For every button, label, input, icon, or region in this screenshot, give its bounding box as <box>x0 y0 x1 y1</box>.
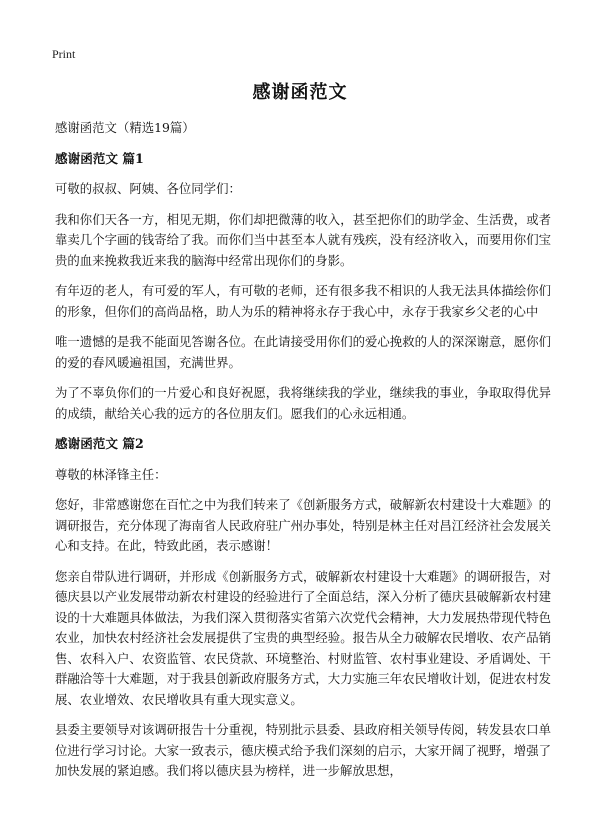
section-heading: 感谢函范文 篇1 <box>55 150 144 166</box>
print-label: Print <box>52 47 76 61</box>
salutation: 尊敬的林泽锋主任： <box>55 466 167 482</box>
document-subtitle: 感谢函范文（精选19篇） <box>55 120 195 135</box>
document-body <box>55 118 551 792</box>
paragraph: 您亲自带队进行调研，并形成《创新服务方式，破解新农村建设十大难题》的调研报告，对德庆县以产业发展带动新农村建设的经验进行了全面总结，深入分析了德庆县破解新农村建设的十大难题具体做法，为我们深入贯彻落实省第六次党代会精神，大力发展热带现代特色农业，加快农村经济社会发展提供了宝贵的典型经验。报告从全力破解农民增收、农产品销售、农科入户、农资监管、农民贷款、环境整治、村财监管、农村事业建设、矛盾调处、干群融洽等十大难题，对于我县创新政府服务方式，大力实施三年农民增收计划，促进农村发展、农业增效、农民增收具有重大现实意义。 <box>55 568 551 707</box>
section-2 <box>55 434 551 782</box>
document-title: 感谢函范文 <box>252 82 348 103</box>
paragraph: 为了不辜负你们的一片爱心和良好祝愿，我将继续我的学业，继续我的事业，争取取得优异的成绩，献给关心我的远方的各位朋友们。愿我们的心永远相通。 <box>55 385 551 421</box>
paragraph: 我和你们天各一方，相见无期，你们却把微薄的收入，甚至把你们的助学金、生活费，或者靠卖几个字画的钱寄给了我。而你们当中甚至本人就有残疾，没有经济收入，而要用你们宝贵的血来挽救我近来我的脑海中经常出现你们的身影。 <box>55 211 551 268</box>
paragraph: 您好，非常感谢您在百忙之中为我们转来了《创新服务方式，破解新农村建设十大难题》的调研报告，充分体现了海南省人民政府驻广州办事处，特别是林主任对昌江经济社会发展关心和支持。在此，特致此函，表示感谢！ <box>55 497 551 553</box>
section-heading: 感谢函范文 篇2 <box>55 436 144 451</box>
paragraph: 县委主要领导对该调研报告十分重视，特别批示县委、县政府相关领导传阅，转发县农口单位进行学习讨论。大家一致表示，德庆模式给予我们深刻的启示，大家开阔了视野，增强了加快发展的紧迫感。我们将以德庆县为榜样，进一步解放思想， <box>55 722 551 778</box>
paragraph: 唯一遗憾的是我不能面见答谢各位。在此请接受用你们的爱心挽救的人的深深谢意，愿你们的爱的春风暖遍祖国，充满世界。 <box>55 334 551 370</box>
paragraph: 有年迈的老人，有可爱的军人，有可敬的老师，还有很多我不相识的人我无法具体描绘你们的形象，但你们的高尚品格，助人为乐的精神将永存于我心中，永存于我家乡父老的心中 <box>55 283 551 319</box>
salutation: 可敬的叔叔、阿姨、各位同学们： <box>55 181 241 196</box>
section-1 <box>55 149 551 425</box>
